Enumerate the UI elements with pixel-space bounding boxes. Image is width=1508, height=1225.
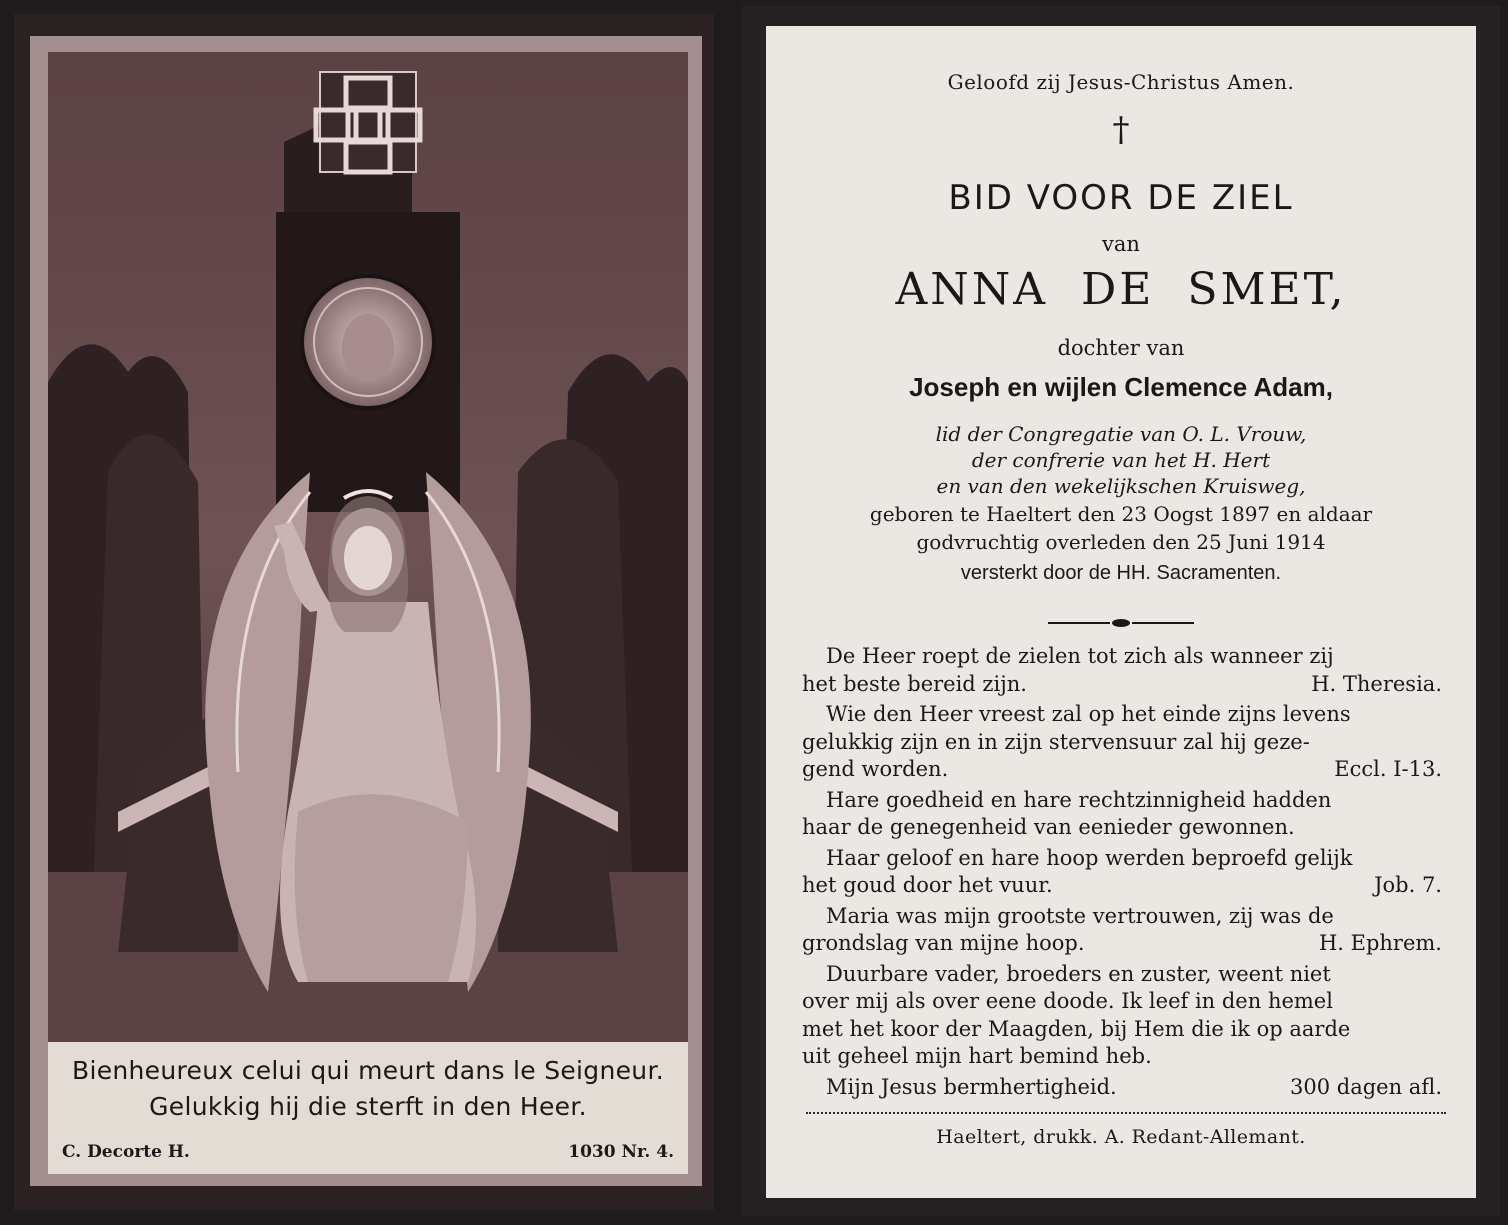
publisher-credit: C. Decorte H.: [62, 1142, 190, 1162]
verse-line: grondslag van mijne hoop.: [802, 931, 1085, 955]
verse-source: H. Ephrem.: [1318, 931, 1442, 955]
verse-line: met het koor der Maagden, bij Hem die ik op aarde: [802, 1016, 1351, 1041]
verse-line: Hare goedheid en hare rechtzinnigheid hadden: [826, 787, 1332, 812]
dochter-label: dochter van: [1057, 336, 1185, 360]
motto: Geloofd zij Jesus-Christus Amen.: [947, 70, 1295, 94]
angel-illustration: [48, 52, 688, 1042]
caption-box: [48, 1042, 688, 1174]
printer-credit: Haeltert, drukk. A. Redant-Allemant.: [936, 1126, 1306, 1148]
verse-source: H. Theresia.: [1311, 671, 1442, 696]
verse-line: gend worden.: [802, 757, 949, 781]
verse-line: uit geheel mijn hart bemind heb.: [802, 1044, 1152, 1068]
verse-line: De Heer roept de zielen tot zich als wanneer zij: [826, 644, 1334, 668]
verse-line: het beste bereid zijn.: [802, 671, 1027, 696]
membership-kruisweg: en van den wekelijkschen Kruisweg,: [936, 474, 1306, 498]
text-page: [766, 26, 1476, 1198]
verse-line: over mij als over eene doode. Ik leef in den hemel: [802, 989, 1333, 1013]
verse-source: 300 dagen afl.: [1290, 1074, 1442, 1099]
parents-names: Joseph en wijlen Clemence Adam,: [909, 372, 1333, 402]
birth-line: geboren te Haeltert den 23 Oogst 1897 en aldaar: [869, 502, 1373, 526]
caption-dutch: Gelukkig hij die sterft in den Heer.: [149, 1092, 587, 1121]
verse-source: Eccl. I-13.: [1334, 757, 1442, 781]
deceased-name: ANNA DE SMET,: [895, 264, 1347, 315]
caption-french: Bienheureux celui qui meurt dans le Seigneur.: [72, 1056, 664, 1085]
dotted-separator: [806, 1112, 1446, 1114]
death-line: godvruchtig overleden den 25 Juni 1914: [916, 530, 1326, 554]
pray-heading: BID VOOR DE ZIEL: [948, 178, 1294, 218]
cross-icon: †: [1112, 110, 1130, 150]
verse-line: haar de genegenheid van eenieder gewonnen.: [802, 815, 1295, 839]
van-label: van: [1102, 232, 1140, 256]
verse-source: Job. 7.: [1374, 873, 1442, 897]
verse-line: Mijn Jesus bermhertigheid.: [826, 1074, 1117, 1099]
ornament-divider: [1048, 618, 1194, 628]
verse-line: Maria was mijn grootste vertrouwen, zij was de: [826, 903, 1334, 928]
membership-confrerie: der confrerie van het H. Hert: [971, 448, 1271, 472]
membership-congregation: lid der Congregatie van O. L. Vrouw,: [935, 422, 1307, 446]
verse-line: gelukkig zijn en in zijn stervensuur zal hij geze-: [802, 729, 1310, 754]
plate-number: 1030 Nr. 4.: [568, 1142, 674, 1162]
verse-line: Duurbare vader, broeders en zuster, weent niet: [826, 961, 1331, 986]
sacraments-line: versterkt door de HH. Sacramenten.: [960, 562, 1282, 584]
verse-line: Wie den Heer vreest zal op het einde zijns levens: [826, 702, 1351, 726]
verse-line: Haar geloof en hare hoop werden beproefd gelijk: [826, 845, 1353, 870]
verse-line: het goud door het vuur.: [802, 873, 1053, 897]
